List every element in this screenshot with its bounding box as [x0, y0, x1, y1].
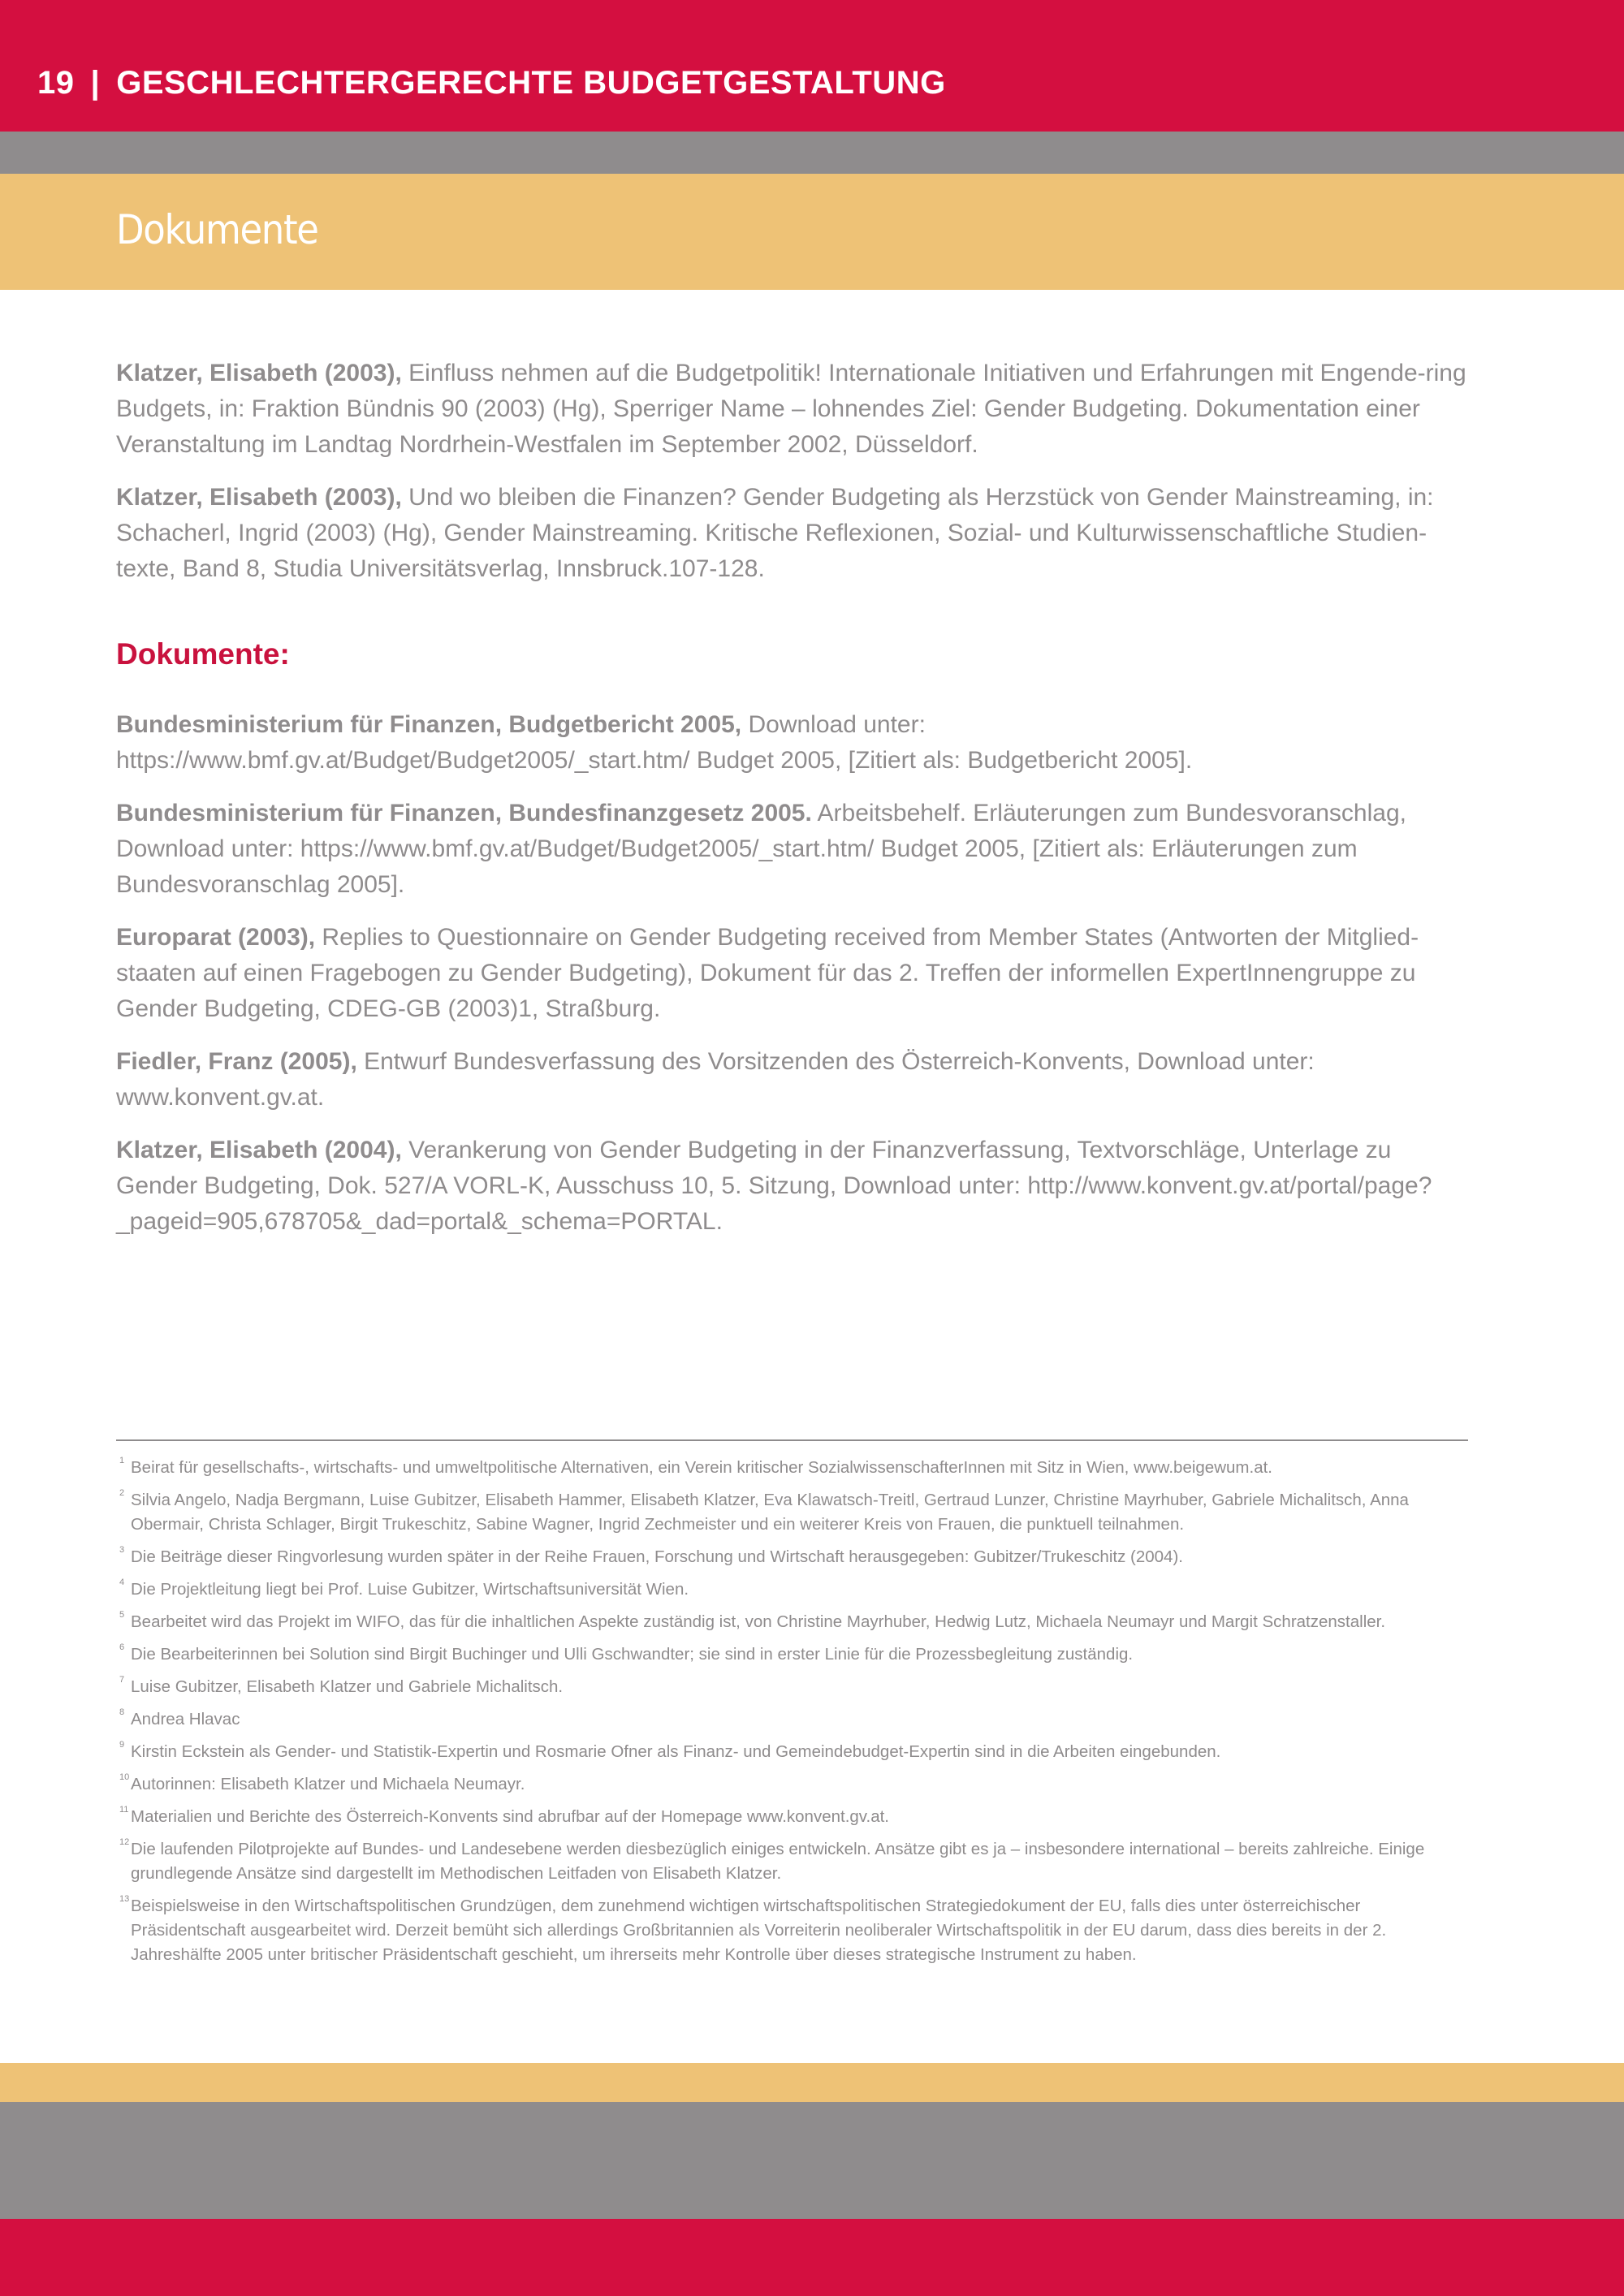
footnote-number: 9: [119, 1740, 125, 1750]
document-entry: [116, 1044, 1468, 1116]
footnote: [116, 1894, 1468, 1967]
reference-author: Klatzer, Elisabeth (2003),: [116, 484, 402, 511]
footnote: [116, 1707, 1468, 1732]
footnote-text: Bearbeitet wird das Projekt im WIFO, das für die inhaltlichen Aspekte zuständig ist, von Christine Mayrhuber, Hedwig Lutz, Michaela Neumayr und Margit Schratzenstaller.: [131, 1612, 1386, 1631]
footnote-text: Kirstin Eckstein als Gender- und Statistik-Expertin und Rosmarie Ofner als Finanz- und Gemeindebudget-Expertin sind in die Arbeiten eingebunden.: [131, 1742, 1221, 1761]
footnote-text: Materialien und Berichte des Österreich-Konvents sind abrufbar auf der Homepage www.konvent.gv.at.: [131, 1807, 890, 1826]
footnote-text: Silvia Angelo, Nadja Bergmann, Luise Gubitzer, Elisabeth Hammer, Elisabeth Klatzer, Eva Klawatsch-Treitl, Gertraud Lunzer, Christine Mayrhuber, Gabriele Michalitsch, Anna Obermair, Christa Schlager, Birgit Trukeschitz, Sabine Wagner, Ingrid Zechmeister und ein weiterer Kreis von Frauen, die punktuell teilnahmen.: [131, 1491, 1409, 1534]
document-entry: [116, 1133, 1468, 1240]
footnote-number: 4: [119, 1577, 125, 1587]
document-entry: [116, 920, 1468, 1027]
header-title: GESCHLECHTERGERECHTE BUDGETGESTALTUNG: [116, 65, 946, 101]
footnote: [116, 1545, 1468, 1569]
footnote-text: Luise Gubitzer, Elisabeth Klatzer und Gabriele Michalitsch.: [131, 1677, 564, 1696]
footnote-number: 3: [119, 1545, 125, 1555]
footer-red-bar: [0, 2219, 1624, 2296]
reference-text: Einfluss nehmen auf die Budgetpolitik! Internationale Initiativen und Erfahrungen mit Engende-ring Budgets, in: Fraktion Bündnis 90 (2003) (Hg), Sperriger Name – lohnendes Ziel: Gender Budgeting. Dokumentation einer Veranstaltung im Landtag Nordrhein-Westfalen im September 2002, Düsseldorf.: [116, 360, 1466, 458]
document-entry: [116, 707, 1468, 779]
footnote: [116, 1456, 1468, 1480]
footer-yellow-stripe: [0, 2063, 1624, 2102]
document-author: Klatzer, Elisabeth (2004),: [116, 1137, 402, 1163]
footnote: [116, 1805, 1468, 1829]
footnote-text: Die Bearbeiterinnen bei Solution sind Birgit Buchinger und Ulli Gschwandter; sie sind in erster Linie für die Prozessbegleitung zuständig.: [131, 1645, 1134, 1664]
footnote: [116, 1577, 1468, 1602]
page-number: 19: [37, 65, 75, 101]
document-author: Bundesministerium für Finanzen, Bundesfinanzgesetz 2005.: [116, 800, 812, 826]
footnote-number: 2: [119, 1488, 125, 1498]
footnote: [116, 1488, 1468, 1537]
footnote-number: 7: [119, 1675, 125, 1685]
header-bar: [0, 0, 1624, 132]
footnote-number: 11: [119, 1805, 129, 1815]
footnote: [116, 1837, 1468, 1886]
document-author: Europarat (2003),: [116, 924, 316, 951]
footnote-number: 13: [119, 1894, 130, 1904]
document-text: Download unter: https://www.bmf.gv.at/Budget/Budget2005/_start.htm/ Budget 2005, [Zitiert als: Budgetbericht 2005].: [116, 711, 1193, 774]
document-text: Arbeitsbehelf. Erläuterungen zum Bundesvoranschlag, Download unter: https://www.bmf.gv.at/Budget/Budget2005/_start.htm/ Budget 2005, [Zitiert als: Erläuterungen zum Bundesvoranschlag 2005].: [116, 800, 1406, 898]
document-author: Fiedler, Franz (2005),: [116, 1048, 357, 1075]
footnote-text: Autorinnen: Elisabeth Klatzer und Michaela Neumayr.: [131, 1775, 525, 1793]
document-entry: [116, 796, 1468, 903]
document-text: Verankerung von Gender Budgeting in der Finanzverfassung, Textvorschläge, Unterlage zu Gender Budgeting, Dok. 527/A VORL-K, Ausschuss 10, 5. Sitzung, Download unter: http://www.konvent.gv.at/portal/page?_pageid=905,678705&_dad=portal&_schema=PORTAL.: [116, 1137, 1432, 1235]
running-header: [37, 65, 946, 101]
footnote-text: Die Beiträge dieser Ringvorlesung wurden später in der Reihe Frauen, Forschung und Wirtschaft herausgegeben: Gubitzer/Trukeschitz (2004).: [131, 1547, 1183, 1566]
reference-text: Und wo bleiben die Finanzen? Gender Budgeting als Herzstück von Gender Mainstreaming, in: Schacherl, Ingrid (2003) (Hg), Gender Mainstreaming. Kritische Reflexionen, Sozial- und Kulturwissenschaftliche Studien-texte, Band 8, Studia Universitätsverlag, Innsbruck.107-128.: [116, 484, 1434, 582]
footnote-text: Beispielsweise in den Wirtschaftspolitischen Grundzügen, dem zunehmend wichtigen wirtschaftspolitischen Strategiedokument der EU, falls dies unter österreichischer Präsidentschaft ausgearbeitet wird. Derzeit bemüht sich allerdings Großbritannien als Vorreiterin neoliberaler Wirtschaftspolitik in der EU darum, dass dies bereits in der 2. Jahreshälfte 2005 unter britischer Präsidentschaft geschieht, um ihrerseits mehr Kontrolle über dieses strategische Instrument zu haben.: [131, 1897, 1387, 1964]
footnote-number: 10: [119, 1772, 130, 1782]
footnote-text: Die Projektleitung liegt bei Prof. Luise Gubitzer, Wirtschaftsuniversität Wien.: [131, 1580, 689, 1599]
footnote: [116, 1610, 1468, 1634]
document-author: Bundesministerium für Finanzen, Budgetbericht 2005,: [116, 711, 742, 738]
footnote-number: 1: [119, 1456, 125, 1465]
header-separator: |: [90, 65, 101, 101]
footnote: [116, 1740, 1468, 1764]
footnote-text: Andrea Hlavac: [131, 1710, 240, 1728]
section-title-bar: [0, 174, 1624, 290]
footnote: [116, 1675, 1468, 1699]
footnote-text: Die laufenden Pilotprojekte auf Bundes- und Landesebene werden diesbezüglich einiges entwickeln. Ansätze gibt es ja – insbesondere international – bereits zahlreiche. Einige grundlegende Ansätze sind dargestellt im Methodischen Leitfaden von Elisabeth Klatzer.: [131, 1840, 1425, 1883]
reference-author: Klatzer, Elisabeth (2003),: [116, 360, 402, 386]
footnote: [116, 1772, 1468, 1797]
documents-heading: Dokumente:: [116, 637, 290, 671]
footnote: [116, 1642, 1468, 1667]
footnote-text: Beirat für gesellschafts-, wirtschafts- und umweltpolitische Alternativen, ein Verein kritischer SozialwissenschafterInnen mit Sitz in Wien, www.beigewum.at.: [131, 1458, 1272, 1477]
reference-entry: [116, 356, 1468, 463]
footer-gray-stripe: [0, 2102, 1624, 2219]
main-content: [116, 356, 1468, 1257]
header-gray-stripe: [0, 132, 1624, 174]
footnote-number: 12: [119, 1837, 130, 1847]
document-text: Entwurf Bundesverfassung des Vorsitzenden des Österreich-Konvents, Download unter: www.konvent.gv.at.: [116, 1048, 1315, 1111]
footnote-number: 8: [119, 1707, 125, 1717]
footnotes: [116, 1439, 1468, 1975]
footnote-number: 5: [119, 1610, 125, 1620]
document-text: Replies to Questionnaire on Gender Budgeting received from Member States (Antworten der Mitglied-staaten auf einen Fragebogen zu Gender Budgeting), Dokument für das 2. Treffen der informellen ExpertInnengruppe zu Gender Budgeting, CDEG-GB (2003)1, Straßburg.: [116, 924, 1419, 1022]
footnote-number: 6: [119, 1642, 125, 1652]
section-title: Dokumente: [116, 206, 318, 253]
reference-entry: [116, 480, 1468, 587]
